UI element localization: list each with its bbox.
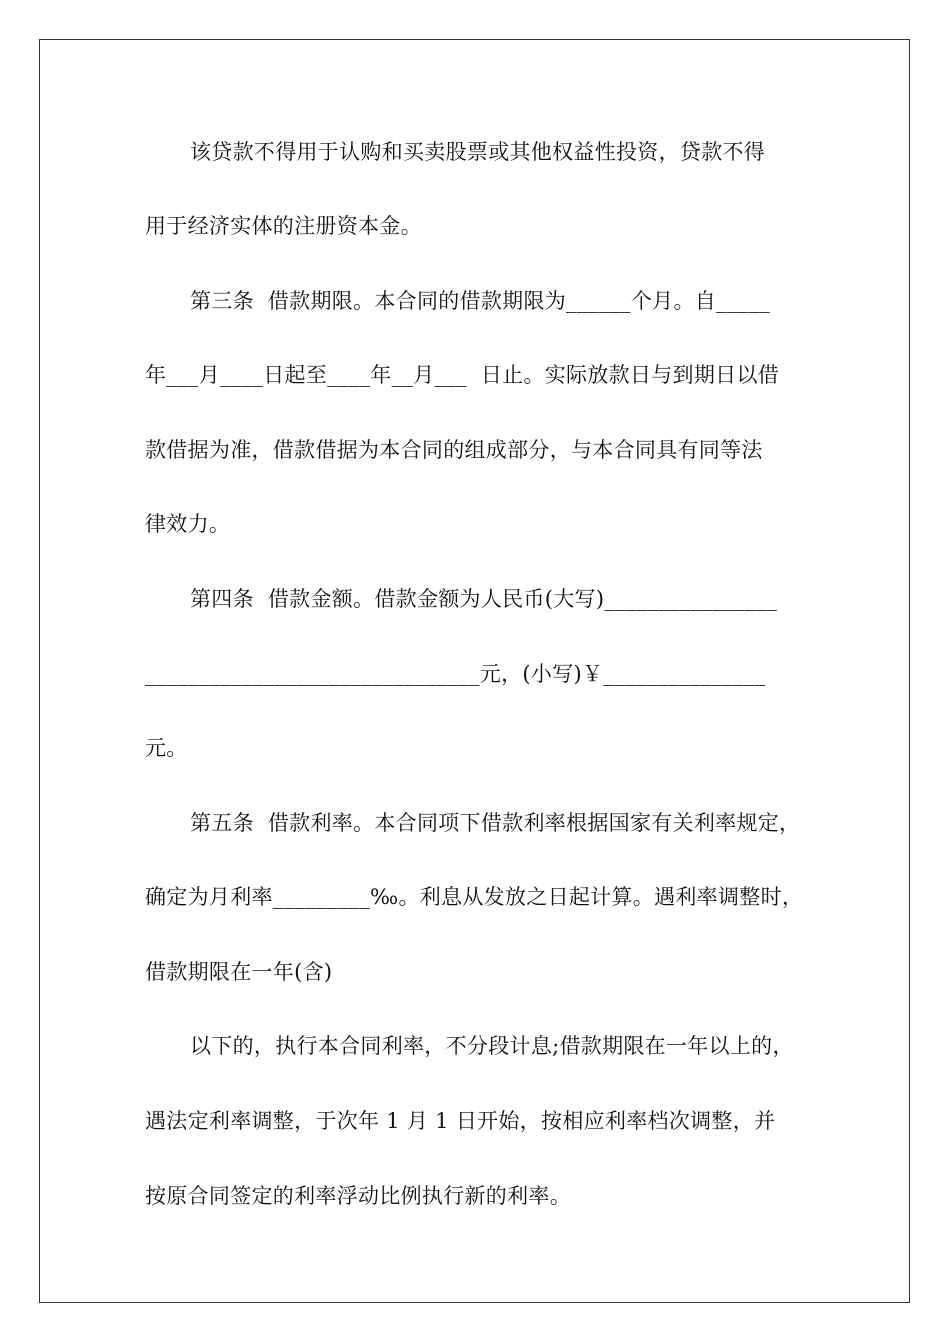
text-line-2: 用于经济实体的注册资本金。 xyxy=(145,214,422,238)
text-line-15: 按原合同签定的利率浮动比例执行新的利率。 xyxy=(145,1184,571,1208)
text-line-9: 元。 xyxy=(145,736,188,760)
article-5-heading-line: 第五条 借款利率。本合同项下借款利率根据国家有关利率规定， xyxy=(190,811,801,835)
text-line-11: 确定为月利率_________‰。利息从发放之日起计算。遇利率调整时， xyxy=(145,885,804,909)
text-line-5: 款借据为准，借款借据为本合同的组成部分，与本合同具有同等法 xyxy=(145,438,763,462)
article-4-heading-line: 第四条 借款金额。借款金额为人民币(大写)________________ xyxy=(190,587,778,611)
text-line-14: 遇法定利率调整，于次年 1 月 1 日开始，按相应利率档次调整，并 xyxy=(145,1109,776,1133)
text-line-4: 年___月____日起至____年__月___ 日止。实际放款日与到期日以借 xyxy=(145,363,780,387)
text-line-1: 该贷款不得用于认购和买卖股票或其他权益性投资，贷款不得 xyxy=(190,140,766,164)
text-line-12: 借款期限在一年(含) xyxy=(145,960,333,984)
text-line-8: _______________________________元，(小写)￥_______________ xyxy=(145,662,766,686)
article-3-heading-line: 第三条 借款期限。本合同的借款期限为______个月。自_____ xyxy=(190,289,771,313)
text-line-6: 律效力。 xyxy=(145,512,231,536)
text-line-13: 以下的，执行本合同利率，不分段计息;借款期限在一年以上的， xyxy=(190,1034,794,1058)
